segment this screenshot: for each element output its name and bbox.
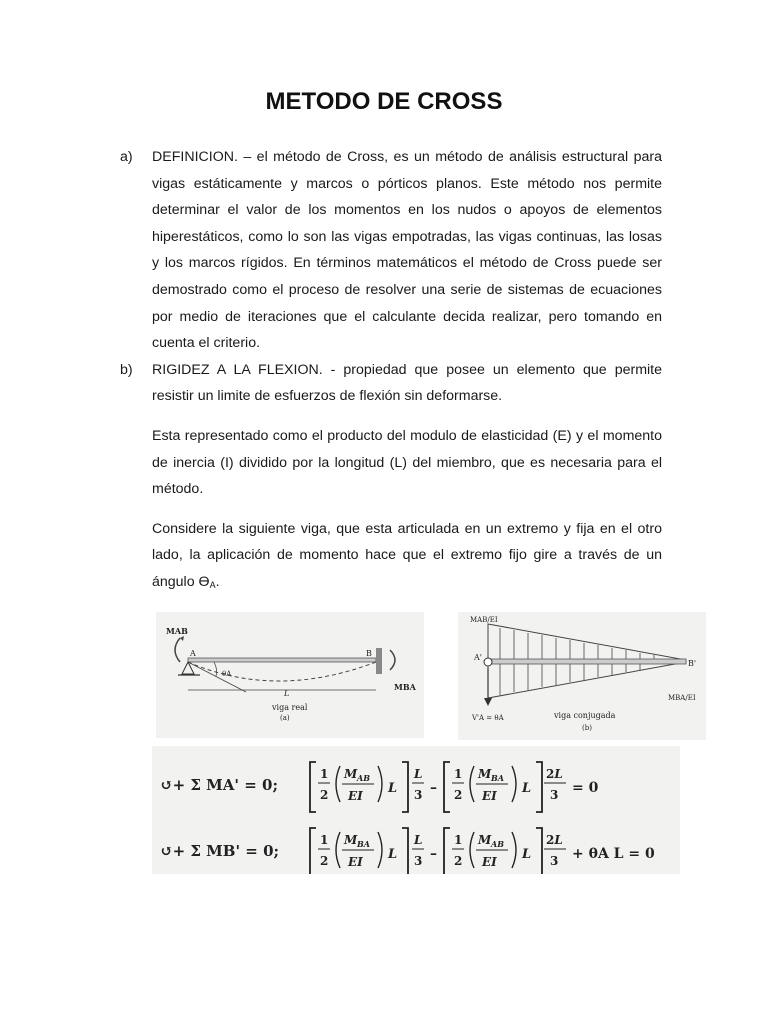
beam-bar — [188, 658, 376, 662]
rigidez-text: RIGIDEZ A LA FLEXION. - propiedad que posee un elemento que permite resistir un limite de esfuerzos de flexión sin deformarse. — [152, 361, 662, 405]
svg-text:M: M — [344, 767, 358, 781]
svg-text:2: 2 — [320, 788, 329, 802]
svg-text:L: L — [388, 781, 398, 796]
point-b-prime-label: B' — [688, 659, 697, 668]
paragraph-beam-intro — [120, 516, 662, 599]
m-ab-ei-label: MAB/EI — [470, 616, 498, 624]
svg-text:2L: 2L — [546, 767, 563, 781]
svg-text:3: 3 — [550, 854, 559, 868]
point-a-prime-label: A' — [474, 653, 482, 662]
svg-text:–: – — [430, 846, 437, 862]
deflected-curve — [188, 662, 376, 681]
length-label: L — [284, 689, 290, 698]
svg-text:BA: BA — [491, 773, 504, 783]
m-ba-label: MBA — [394, 682, 416, 692]
point-a-label: A — [190, 649, 196, 658]
svg-text:EI: EI — [348, 789, 363, 803]
svg-text:1: 1 — [320, 767, 329, 781]
beam-intro-text: Considere la siguiente viga, que esta articulada en un extremo y fija en el otro lado, la aplicación de momento hace que el extremo fijo gire a través de un ángulo ϴ — [152, 520, 662, 590]
svg-text:AB: AB — [491, 839, 504, 849]
svg-text:BA: BA — [357, 839, 370, 849]
caption-a: (a) — [280, 714, 290, 722]
svg-text:1: 1 — [320, 833, 329, 847]
equation-1-lhs: ↺+ Σ MA' = 0; — [160, 776, 279, 794]
svg-text:L: L — [522, 781, 532, 796]
list-label-b: b) — [120, 361, 133, 378]
svg-text:AB: AB — [357, 773, 370, 783]
document-body — [120, 144, 662, 599]
caption-viga-real: viga real — [272, 703, 308, 712]
equation-2-lhs: ↺+ Σ MB' = 0; — [160, 842, 280, 860]
svg-text:3: 3 — [414, 854, 423, 868]
svg-text:L: L — [388, 847, 398, 862]
svg-text:L: L — [414, 833, 423, 847]
beam-intro-end: . — [215, 573, 220, 590]
svg-text:1: 1 — [454, 767, 463, 781]
page-title: METODO DE CROSS — [265, 88, 503, 115]
svg-text:2: 2 — [320, 854, 329, 868]
svg-text:EI: EI — [348, 855, 363, 869]
svg-text:1: 1 — [454, 833, 463, 847]
lower-load-diagram — [488, 662, 686, 698]
m-ba-ei-label: MBA/EI — [668, 694, 696, 702]
conjugate-beam-bar — [488, 659, 686, 664]
svg-text:EI: EI — [482, 855, 497, 869]
conjugate-beam-figure — [458, 612, 706, 740]
svg-text:M: M — [344, 833, 358, 847]
list-item-definicion — [120, 144, 662, 357]
svg-text:–: – — [430, 780, 437, 796]
theta-subscript: A — [209, 579, 216, 590]
svg-text:2L: 2L — [546, 833, 563, 847]
upper-load-diagram — [488, 624, 686, 662]
fixed-support-icon — [376, 648, 382, 674]
list-item-rigidez — [120, 357, 662, 410]
moment-arrow-right-icon — [390, 650, 395, 670]
equation-1-rhs — [310, 762, 566, 812]
definicion-text: DEFINICION. – el método de Cross, es un método de análisis estructural para vigas estáticamente y marcos o pórticos planos. Este método nos permite determinar el valor de los momentos en los nudos o apoyos de elementos hiperestáticos, como lo son las vigas empotradas, las vigas continuas, las losas y los marcos rígidos. En términos matemáticos el método de Cross puede ser demostrado como el proceso de resolver una serie de sistemas de ecuaciones por medio de iteraciones que el calculante decida realizar, pero tomando en cuenta el criterio. — [152, 149, 662, 352]
paragraph-representation: Esta representado como el producto del modulo de elasticidad (E) y el momento de inercia (I) dividido por la longitud (L) del miembro, que es necesaria para el método. — [152, 427, 662, 498]
arrowhead-down-icon — [484, 698, 492, 706]
svg-text:M: M — [478, 767, 492, 781]
svg-text:L: L — [522, 847, 532, 862]
equation-2-end: + θA L = 0 — [572, 846, 655, 862]
svg-text:L: L — [414, 767, 423, 781]
svg-text:EI: EI — [482, 789, 497, 803]
equations-figure — [152, 746, 680, 874]
svg-text:2: 2 — [454, 788, 463, 802]
equation-1-end: = 0 — [572, 780, 599, 796]
m-ab-label: MAB — [166, 626, 188, 636]
caption-b: (b) — [582, 724, 592, 732]
reaction-label: V'A = θA — [472, 714, 504, 722]
moment-arrow-left-icon — [175, 638, 180, 662]
real-beam-figure — [156, 612, 424, 738]
angle-arc — [214, 662, 217, 676]
arrowhead-icon — [180, 636, 184, 641]
hinge-icon — [484, 658, 492, 666]
list-label-a: a) — [120, 149, 133, 165]
caption-viga-conjugada: viga conjugada — [554, 711, 616, 720]
svg-text:M: M — [478, 833, 492, 847]
theta-a-label: θA — [222, 670, 232, 678]
svg-text:2: 2 — [454, 854, 463, 868]
point-b-label: B — [366, 649, 372, 658]
equation-2-rhs — [310, 828, 566, 874]
svg-text:3: 3 — [550, 788, 559, 802]
svg-text:3: 3 — [414, 788, 423, 802]
